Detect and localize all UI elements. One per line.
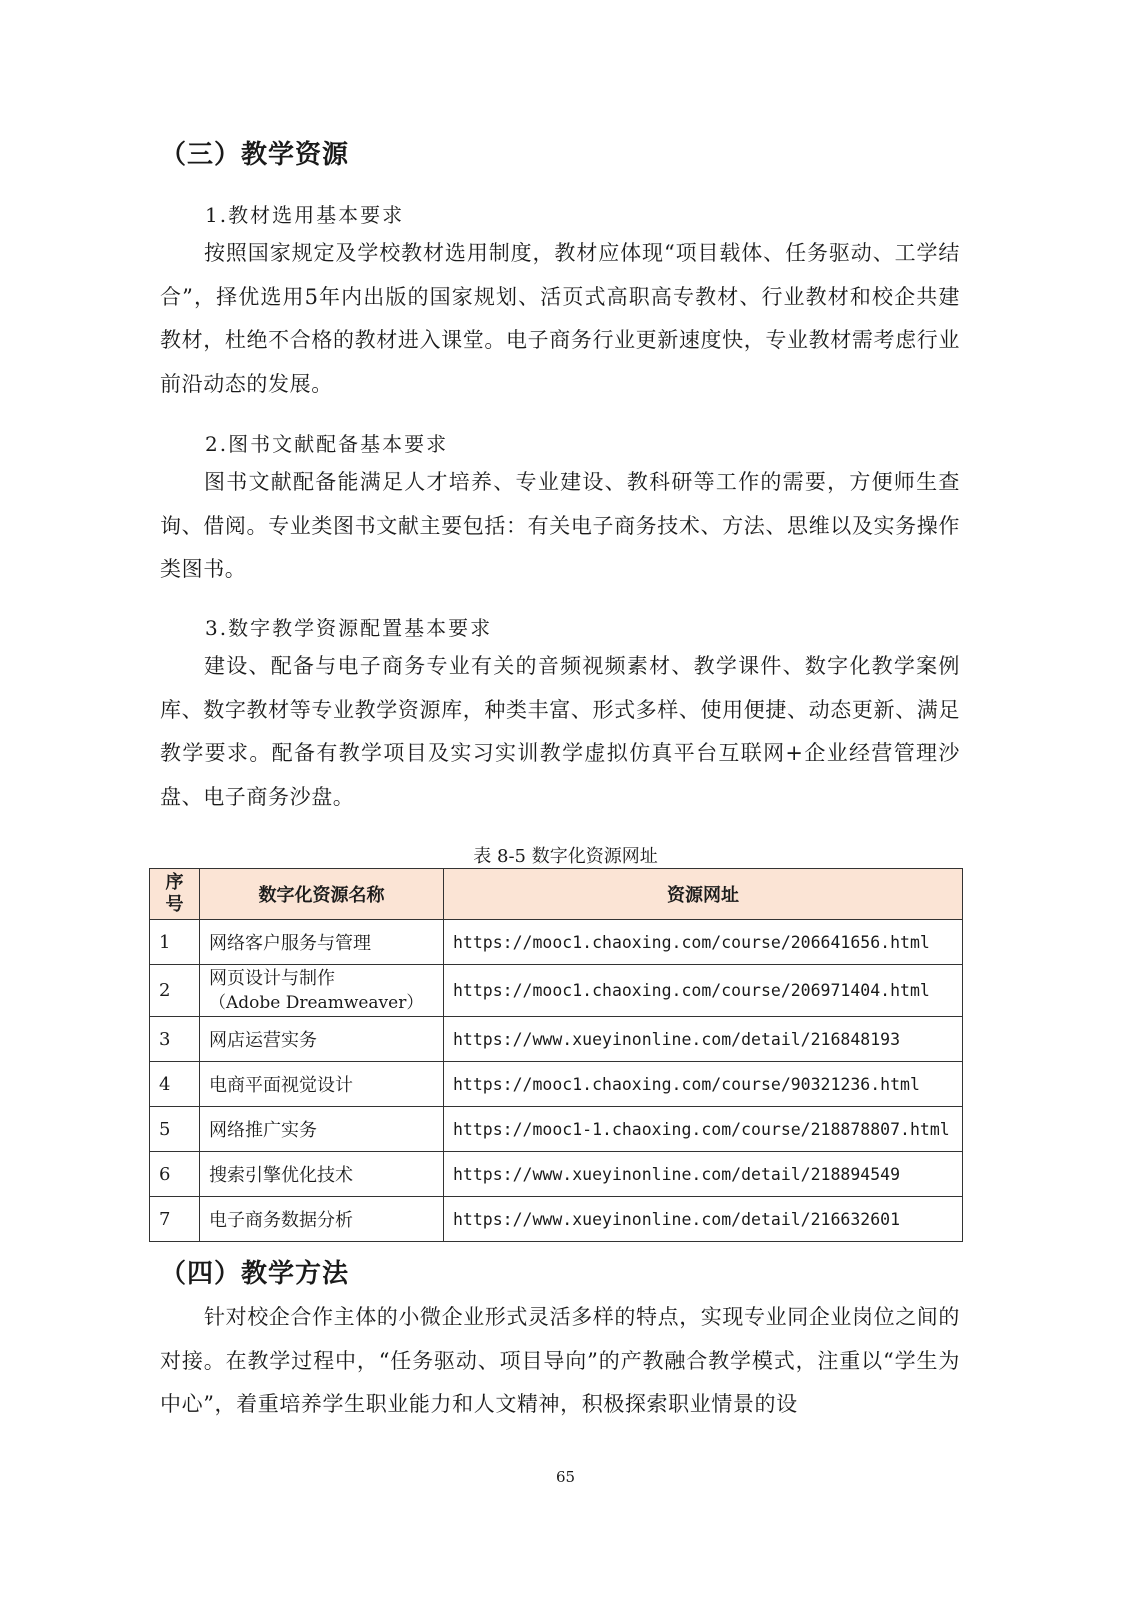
row-url: https://mooc1.chaoxing.com/course/90321236.html [444, 1062, 963, 1107]
digital-resource-table [149, 868, 963, 1242]
row-name: 网店运营实务 [200, 1017, 444, 1062]
table-row [150, 1107, 963, 1152]
section-heading-teaching-methods: （四）教学方法 [160, 1259, 350, 1289]
row-url: https://mooc1.chaoxing.com/course/206641656.html [444, 920, 963, 965]
row-seq: 7 [150, 1197, 200, 1242]
row-name: 网络推广实务 [200, 1107, 444, 1152]
row-name-line2: （Adobe Dreamweaver） [209, 992, 424, 1013]
row-url: https://www.xueyinonline.com/detail/216632601 [444, 1197, 963, 1242]
row-url: https://www.xueyinonline.com/detail/216848193 [444, 1017, 963, 1062]
header-resource-url: 资源网址 [444, 869, 963, 920]
row-name: 搜索引擎优化技术 [200, 1152, 444, 1197]
page-number: 65 [555, 1468, 576, 1486]
row-name: 网络客户服务与管理 [200, 920, 444, 965]
paragraph-digital-resources: 建设、配备与电子商务专业有关的音频视频素材、教学课件、数字化教学案例库、数字教材等专业教学资源库，种类丰富、形式多样、使用便捷、动态更新、满足教学要求。配备有教学项目及实习实训教学虚拟仿真平台互联网+企业经营管理沙盘、电子商务沙盘。 [160, 654, 960, 809]
section-heading-teaching-resources: （三）教学资源 [160, 140, 350, 170]
table-row [150, 920, 963, 965]
row-name-line1: 网页设计与制作 [209, 967, 335, 989]
row-seq: 1 [150, 920, 200, 965]
row-url: https://mooc1-1.chaoxing.com/course/218878807.html [444, 1107, 963, 1152]
subheading-library-resources: 2.图书文献配备基本要求 [205, 432, 449, 456]
row-seq: 4 [150, 1062, 200, 1107]
table-row [150, 965, 963, 1017]
header-seq-line1: 序 [165, 872, 184, 893]
paragraph-teaching-methods: 针对校企合作主体的小微企业形式灵活多样的特点，实现专业同企业岗位之间的对接。在教学过程中，“任务驱动、项目导向”的产教融合教学模式，注重以“学生为中心”，着重培养学生职业能力和人文精神，积极探索职业情景的设 [160, 1305, 960, 1416]
row-name [200, 965, 444, 1017]
table-header-row [150, 869, 963, 920]
header-seq [150, 869, 200, 920]
row-seq: 5 [150, 1107, 200, 1152]
table-row [150, 1152, 963, 1197]
paragraph-textbook-selection: 按照国家规定及学校教材选用制度，教材应体现“项目载体、任务驱动、工学结合”，择优选用5年内出版的国家规划、活页式高职高专教材、行业教材和校企共建教材，杜绝不合格的教材进入课堂。电子商务行业更新速度快，专业教材需考虑行业前沿动态的发展。 [160, 241, 960, 396]
header-seq-line2: 号 [165, 894, 184, 915]
row-seq: 3 [150, 1017, 200, 1062]
header-resource-name: 数字化资源名称 [200, 869, 444, 920]
row-name: 电子商务数据分析 [200, 1197, 444, 1242]
row-seq: 2 [150, 965, 200, 1017]
row-url: https://mooc1.chaoxing.com/course/206971404.html [444, 965, 963, 1017]
subheading-textbook-selection: 1.教材选用基本要求 [205, 203, 405, 227]
table-row [150, 1062, 963, 1107]
row-name: 电商平面视觉设计 [200, 1062, 444, 1107]
table-row [150, 1017, 963, 1062]
paragraph-library-resources: 图书文献配备能满足人才培养、专业建设、教科研等工作的需要，方便师生查询、借阅。专业类图书文献主要包括：有关电子商务技术、方法、思维以及实务操作类图书。 [160, 470, 960, 581]
subheading-digital-resources: 3.数字教学资源配置基本要求 [205, 616, 493, 640]
row-url: https://www.xueyinonline.com/detail/218894549 [444, 1152, 963, 1197]
row-seq: 6 [150, 1152, 200, 1197]
table-caption: 表 8-5 数字化资源网址 [473, 846, 658, 867]
table-row [150, 1197, 963, 1242]
